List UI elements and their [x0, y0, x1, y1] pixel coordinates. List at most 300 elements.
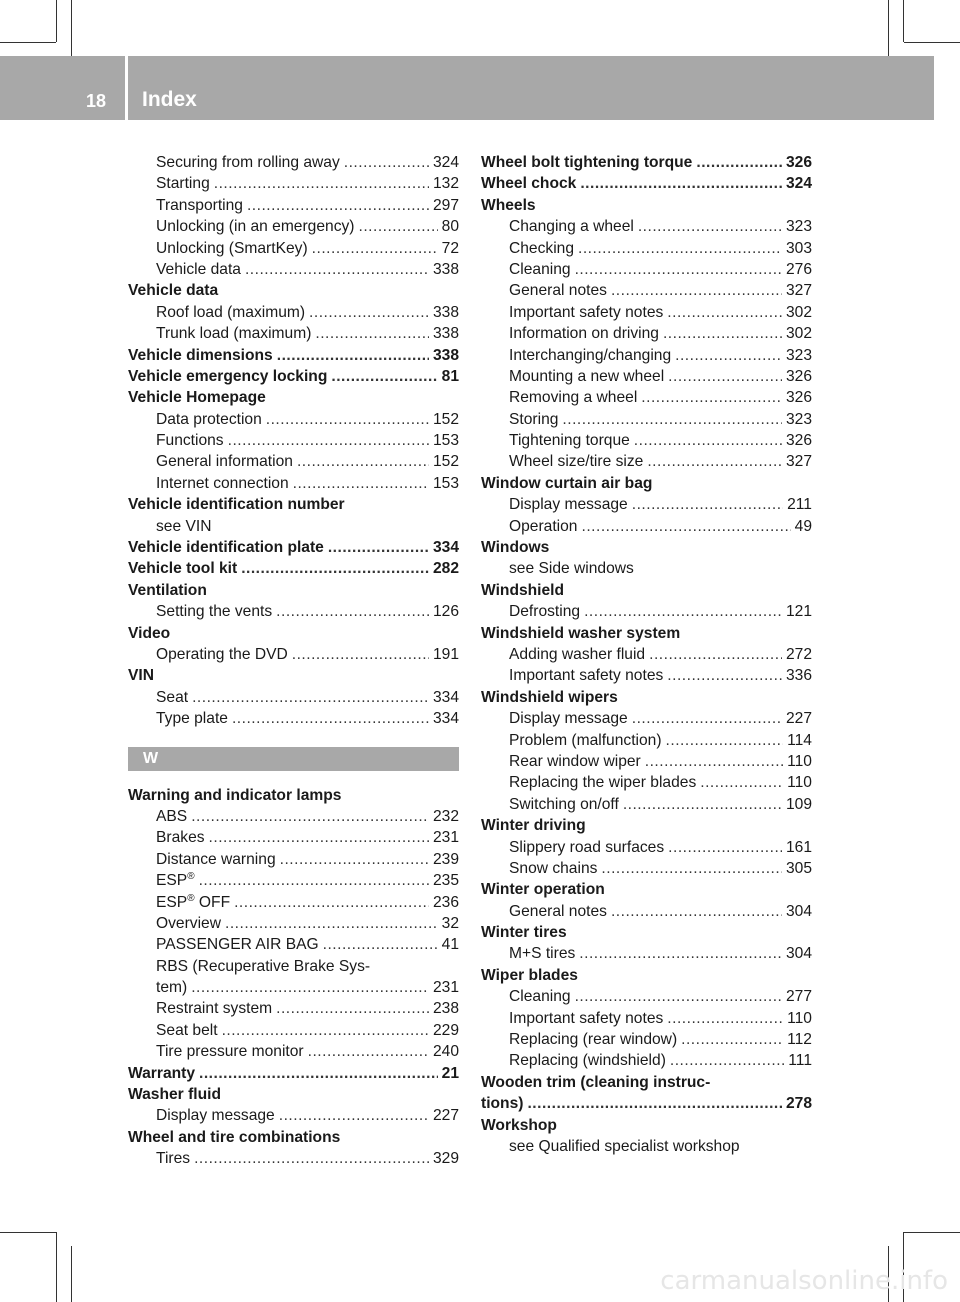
page-reference[interactable]: 324	[432, 154, 459, 171]
entry-text: Vehicle emergency locking	[128, 367, 328, 385]
entry-text: Warranty	[128, 1064, 196, 1082]
entry-text: Wheels	[481, 196, 536, 214]
entry-text: Ventilation	[128, 581, 207, 599]
index-heading	[128, 537, 459, 558]
entry-text: Vehicle Homepage	[128, 389, 266, 407]
index-entry	[128, 302, 459, 323]
entry-text: General notes	[509, 282, 607, 300]
dot-leader	[191, 806, 429, 827]
entry-text: Replacing (rear window)	[509, 1031, 678, 1049]
entry-text: Display message	[509, 496, 628, 514]
dot-leader	[199, 870, 429, 891]
page-reference[interactable]: 329	[432, 1150, 459, 1168]
entry-text: Display message	[156, 1107, 275, 1125]
index-heading	[481, 623, 812, 644]
page-reference[interactable]: 121	[785, 603, 812, 621]
entry-text: Type plate	[156, 710, 228, 728]
entry-text: Unlocking (SmartKey)	[156, 239, 308, 257]
entry-text: Internet connection	[156, 474, 289, 492]
crop-mark	[71, 1246, 72, 1302]
index-entry	[481, 837, 812, 858]
page-reference[interactable]: 232	[432, 807, 459, 825]
index-entry	[481, 387, 812, 408]
index-entry	[128, 998, 459, 1019]
entry-text: tions)	[481, 1095, 524, 1113]
page-reference[interactable]: 227	[785, 710, 812, 728]
index-entry	[481, 238, 812, 259]
page-reference[interactable]: 326	[785, 389, 812, 407]
page-reference[interactable]: 41	[441, 936, 459, 954]
index-entry	[128, 216, 459, 237]
index-entry	[481, 302, 812, 323]
page-reference[interactable]: 238	[432, 1000, 459, 1018]
page-reference[interactable]: 276	[785, 260, 812, 278]
index-heading	[128, 280, 459, 301]
dot-leader	[668, 366, 782, 387]
entry-text: Important safety notes	[509, 303, 664, 321]
index-entry	[128, 259, 459, 280]
dot-leader	[666, 730, 784, 751]
page-reference[interactable]: 305	[785, 859, 812, 877]
dot-leader	[315, 323, 429, 344]
dot-leader	[584, 601, 782, 622]
index-heading	[481, 195, 812, 216]
crop-mark	[71, 0, 72, 56]
entry-text: Winter operation	[481, 881, 605, 899]
dot-leader	[199, 1063, 438, 1084]
dot-leader	[623, 794, 782, 815]
index-entry	[481, 345, 812, 366]
entry-text: Winter driving	[481, 817, 586, 835]
page-reference[interactable]: 112	[787, 1031, 812, 1049]
page-reference[interactable]: 326	[785, 367, 812, 385]
entry-text: Seat belt	[156, 1021, 218, 1039]
crop-mark	[0, 1232, 56, 1233]
entry-text: RBS (Recuperative Brake Sys-	[156, 957, 371, 975]
entry-text: Tightening torque	[509, 432, 630, 450]
entry-text: tem)	[156, 979, 188, 997]
entry-text: Vehicle tool kit	[128, 560, 238, 578]
dot-leader	[611, 280, 782, 301]
entry-text: Wooden trim (cleaning instruc-	[481, 1073, 711, 1091]
page-reference[interactable]: 231	[432, 979, 459, 997]
entry-text: Rear window wiper	[509, 752, 641, 770]
entry-text: Windows	[481, 539, 550, 557]
dot-leader	[667, 302, 782, 323]
page-reference[interactable]: 302	[785, 303, 812, 321]
page-reference[interactable]: 240	[432, 1043, 459, 1061]
index-entry	[481, 430, 812, 451]
entry-text: Setting the vents	[156, 603, 273, 621]
header-divider	[125, 56, 128, 120]
index-entry	[481, 644, 812, 665]
page-reference[interactable]: 334	[432, 688, 459, 706]
page-reference[interactable]: 153	[432, 474, 459, 492]
crop-mark	[904, 42, 960, 43]
registered-mark: ®	[187, 871, 195, 883]
entry-text: Interchanging/changing	[509, 346, 672, 364]
page-reference[interactable]: 239	[432, 850, 459, 868]
index-entry	[128, 892, 459, 913]
index-entry	[481, 280, 812, 301]
index-heading	[128, 1084, 459, 1105]
page-reference[interactable]: 227	[432, 1107, 459, 1125]
page-reference[interactable]: 153	[432, 432, 459, 450]
index-entry	[128, 238, 459, 259]
crop-mark	[904, 1232, 960, 1233]
entry-text: Display message	[509, 710, 628, 728]
index-heading	[481, 1093, 812, 1114]
page-reference[interactable]: 272	[785, 645, 812, 663]
index-heading	[481, 879, 812, 900]
index-entry	[481, 708, 812, 729]
index-entry	[128, 323, 459, 344]
dot-leader	[649, 644, 782, 665]
index-entry	[128, 430, 459, 451]
index-entry	[481, 1008, 812, 1029]
index-entry	[128, 451, 459, 472]
dot-leader	[312, 238, 438, 259]
index-column-left	[128, 152, 459, 1170]
entry-text: M+S tires	[509, 945, 576, 963]
entry-text: ESP® OFF	[156, 892, 231, 911]
page-reference[interactable]: 297	[432, 196, 459, 214]
index-entry	[128, 473, 459, 494]
dot-leader	[245, 259, 429, 280]
page-reference[interactable]: 304	[785, 902, 812, 920]
index-entry	[481, 1029, 812, 1050]
page-reference[interactable]: 32	[441, 914, 459, 932]
dot-leader	[668, 837, 782, 858]
page-reference[interactable]: 338	[432, 303, 459, 321]
entry-text: Cleaning	[509, 988, 571, 1006]
index-heading	[128, 387, 459, 408]
page-reference[interactable]: 334	[432, 710, 459, 728]
entry-text: Warning and indicator lamps	[128, 786, 342, 804]
dot-leader	[328, 537, 429, 558]
dot-leader	[641, 387, 782, 408]
page-reference[interactable]: 49	[794, 517, 812, 535]
dot-leader	[276, 601, 429, 622]
index-entry	[481, 451, 812, 472]
page-reference[interactable]: 323	[785, 346, 812, 364]
page-header-bar	[0, 56, 934, 120]
page-number: 18	[86, 91, 107, 111]
dot-leader	[209, 827, 429, 848]
page-reference[interactable]: 114	[787, 731, 812, 749]
index-entry	[128, 601, 459, 622]
dot-leader	[279, 1105, 429, 1126]
index-entry	[481, 516, 812, 537]
entry-text: Important safety notes	[509, 1009, 664, 1027]
index-entry	[481, 216, 812, 237]
dot-leader	[632, 708, 782, 729]
page-reference[interactable]: 191	[432, 645, 459, 663]
dot-leader	[601, 858, 782, 879]
page-reference[interactable]: 111	[788, 1052, 812, 1070]
dot-leader	[280, 849, 429, 870]
index-heading	[481, 687, 812, 708]
dot-leader	[527, 1093, 782, 1114]
dot-leader	[323, 934, 438, 955]
index-entry	[481, 259, 812, 280]
dot-leader	[696, 152, 782, 173]
page-reference[interactable]: 80	[441, 218, 459, 236]
page-reference[interactable]: 235	[432, 872, 459, 890]
entry-text: Operation	[509, 517, 578, 535]
index-entry	[128, 913, 459, 934]
page-title: Index	[142, 88, 197, 111]
dot-leader	[222, 1020, 429, 1041]
page-reference[interactable]: 132	[432, 175, 459, 193]
entry-text: see Qualified specialist workshop	[509, 1137, 740, 1155]
dot-leader	[358, 216, 437, 237]
index-heading	[481, 965, 812, 986]
entry-text: Starting	[156, 175, 210, 193]
entry-text: see Side windows	[509, 560, 634, 578]
dot-leader	[670, 1050, 784, 1071]
entry-text: Transporting	[156, 196, 243, 214]
page-reference[interactable]: 338	[432, 325, 459, 343]
letter-heading-band: W	[128, 747, 459, 771]
index-heading	[128, 558, 459, 579]
index-entry	[128, 409, 459, 430]
page-reference[interactable]: 236	[432, 893, 459, 911]
dot-leader	[194, 1148, 429, 1169]
entry-text: Data protection	[156, 410, 262, 428]
page-reference[interactable]: 152	[432, 410, 459, 428]
entry-text: see VIN	[156, 517, 212, 535]
index-heading	[481, 1115, 812, 1136]
page-reference[interactable]: 302	[785, 325, 812, 343]
index-entry	[128, 956, 459, 977]
page-reference[interactable]: 110	[787, 774, 812, 792]
entry-text: Changing a wheel	[509, 218, 634, 236]
index-entry	[481, 409, 812, 430]
entry-text: Vehicle data	[128, 282, 219, 300]
dot-leader	[247, 195, 429, 216]
dot-leader	[667, 1008, 783, 1029]
dot-leader	[611, 901, 782, 922]
dot-leader	[647, 451, 782, 472]
index-entry	[128, 195, 459, 216]
index-entry	[481, 751, 812, 772]
index-entry	[128, 849, 459, 870]
entry-text: Replacing (windshield)	[509, 1052, 666, 1070]
page-reference[interactable]: 231	[432, 829, 459, 847]
page-reference[interactable]: 324	[785, 175, 812, 193]
page-reference[interactable]: 110	[787, 752, 812, 770]
entry-text: Important safety notes	[509, 667, 664, 685]
page-reference[interactable]: 334	[432, 539, 459, 557]
index-entry	[128, 977, 459, 998]
index-entry	[128, 687, 459, 708]
index-heading	[481, 1072, 812, 1093]
index-entry	[128, 1020, 459, 1041]
page-reference[interactable]: 282	[432, 560, 459, 578]
entry-text: Operating the DVD	[156, 645, 288, 663]
index-heading	[481, 815, 812, 836]
page-reference[interactable]: 304	[785, 945, 812, 963]
entry-text: Unlocking (in an emergency)	[156, 218, 355, 236]
index-entry	[128, 827, 459, 848]
index-heading	[128, 785, 459, 806]
dot-leader	[645, 751, 783, 772]
index-entry	[128, 1105, 459, 1126]
dot-leader	[277, 345, 429, 366]
entry-text: Vehicle identification plate	[128, 539, 324, 557]
crop-mark	[56, 0, 57, 42]
entry-text: Window curtain air bag	[481, 474, 653, 492]
index-heading	[128, 366, 459, 387]
page-reference[interactable]: 323	[785, 410, 812, 428]
index-entry	[128, 173, 459, 194]
dot-leader	[575, 986, 782, 1007]
page-reference[interactable]: 109	[785, 795, 812, 813]
index-entry	[481, 772, 812, 793]
index-entry	[481, 1050, 812, 1071]
index-heading	[128, 580, 459, 601]
dot-leader	[241, 558, 429, 579]
page-reference[interactable]: 326	[785, 432, 812, 450]
entry-text: PASSENGER AIR BAG	[156, 936, 319, 954]
page-reference[interactable]: 303	[785, 239, 812, 257]
entry-text: Video	[128, 624, 171, 642]
entry-text: Functions	[156, 432, 224, 450]
entry-text: Removing a wheel	[509, 389, 638, 407]
entry-text: Restraint system	[156, 1000, 273, 1018]
dot-leader	[578, 238, 782, 259]
entry-text: General information	[156, 453, 293, 471]
entry-text: Trunk load (maximum)	[156, 325, 312, 343]
page-reference[interactable]: 338	[432, 260, 459, 278]
entry-text: ESP®	[156, 871, 195, 890]
page-reference[interactable]: 323	[785, 218, 812, 236]
entry-text: Adding washer fluid	[509, 645, 646, 663]
entry-text: Wheel size/tire size	[509, 453, 644, 471]
index-heading	[481, 580, 812, 601]
index-entry	[128, 708, 459, 729]
entry-text: ABS	[156, 807, 188, 825]
index-entry	[128, 644, 459, 665]
watermark: carmanualsonline.info	[660, 1266, 948, 1296]
crop-mark	[0, 42, 56, 43]
page-reference[interactable]: 126	[432, 603, 459, 621]
entry-text: Snow chains	[509, 859, 598, 877]
page-reference[interactable]: 152	[432, 453, 459, 471]
dot-leader	[214, 173, 429, 194]
entry-text: Vehicle data	[156, 260, 241, 278]
dot-leader	[575, 259, 782, 280]
dot-leader	[681, 1029, 783, 1050]
page-reference[interactable]: 21	[441, 1064, 459, 1082]
index-entry	[481, 494, 812, 515]
entry-text: Defrosting	[509, 603, 581, 621]
dot-leader	[292, 644, 429, 665]
entry-text: Overview	[156, 914, 221, 932]
page-reference[interactable]: 211	[787, 496, 812, 514]
entry-text: Vehicle identification number	[128, 496, 345, 514]
index-entry	[481, 1136, 812, 1157]
page-reference[interactable]: 336	[785, 667, 812, 685]
index-heading	[128, 494, 459, 515]
index-heading	[128, 345, 459, 366]
page-reference[interactable]: 326	[785, 154, 812, 171]
entry-text: Problem (malfunction)	[509, 731, 662, 749]
index-entry	[481, 794, 812, 815]
index-heading	[128, 1063, 459, 1084]
entry-text: Mounting a new wheel	[509, 367, 665, 385]
entry-text: Seat	[156, 688, 189, 706]
entry-text: Checking	[509, 239, 575, 257]
dot-leader	[579, 943, 782, 964]
page-reference[interactable]: 327	[785, 453, 812, 471]
entry-text: Storing	[509, 410, 559, 428]
index-heading	[128, 623, 459, 644]
index-entry	[128, 806, 459, 827]
dot-leader	[663, 323, 782, 344]
entry-text: Wheel and tire combinations	[128, 1128, 341, 1146]
page-reference[interactable]: 338	[432, 346, 459, 364]
dot-leader	[308, 1041, 429, 1062]
crop-mark	[56, 1232, 57, 1302]
page-reference[interactable]: 110	[787, 1009, 812, 1027]
dot-leader	[634, 430, 782, 451]
crop-mark	[888, 0, 889, 56]
page-reference[interactable]: 277	[785, 988, 812, 1006]
index-entry	[128, 1041, 459, 1062]
dot-leader	[344, 152, 429, 173]
index-heading	[128, 665, 459, 686]
index-heading	[481, 173, 812, 194]
entry-text: Slippery road surfaces	[509, 838, 665, 856]
index-heading	[481, 473, 812, 494]
entry-text: Wheel bolt tightening torque	[481, 154, 693, 171]
index-entry	[481, 901, 812, 922]
entry-text: Windshield	[481, 581, 565, 599]
crop-mark	[903, 0, 904, 42]
dot-leader	[234, 892, 429, 913]
dot-leader	[331, 366, 437, 387]
index-entry	[481, 730, 812, 751]
entry-text: Replacing the wiper blades	[509, 774, 697, 792]
page-reference[interactable]: 327	[785, 282, 812, 300]
dot-leader	[667, 665, 782, 686]
page-reference[interactable]: 161	[785, 838, 812, 856]
entry-text: Washer fluid	[128, 1086, 221, 1104]
entry-text: Distance warning	[156, 850, 276, 868]
index-heading	[128, 1127, 459, 1148]
dot-leader	[276, 998, 429, 1019]
page-reference[interactable]: 278	[785, 1095, 812, 1113]
page-reference[interactable]: 229	[432, 1021, 459, 1039]
dot-leader	[228, 430, 429, 451]
dot-leader	[700, 772, 783, 793]
entry-text: Workshop	[481, 1116, 557, 1134]
page-reference[interactable]: 72	[441, 239, 459, 257]
entry-text: Windshield wipers	[481, 688, 618, 706]
dot-leader	[192, 687, 429, 708]
entry-text: Wheel chock	[481, 175, 577, 193]
dot-leader	[232, 708, 429, 729]
index-heading	[481, 537, 812, 558]
index-entry	[128, 870, 459, 891]
page-reference[interactable]: 81	[441, 367, 459, 385]
entry-text: Tires	[156, 1150, 191, 1168]
entry-text: Brakes	[156, 829, 205, 847]
dot-leader	[638, 216, 782, 237]
index-entry	[481, 858, 812, 879]
